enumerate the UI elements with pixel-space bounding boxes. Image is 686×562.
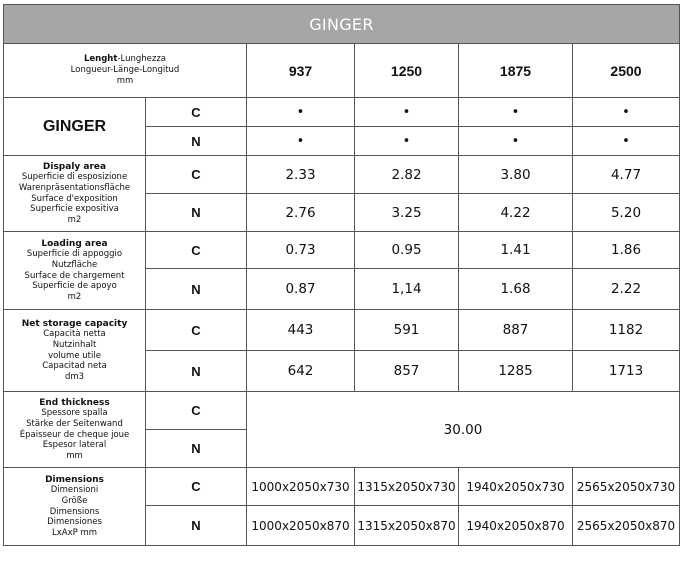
section-head: Dispaly area [42,161,107,172]
type-c-label: C [146,156,247,194]
type-c-label: C [146,310,247,351]
value-cell: 5.20 [573,194,680,232]
length-label-rest: -Lunghezza [117,54,166,64]
value-cell: 4.22 [459,194,573,232]
value-cell: 3.80 [459,156,573,194]
value-cell: 887 [459,310,573,351]
value-cell: 2.22 [573,269,680,310]
spec-sheet [3,4,680,546]
section-line: Surface d'exposition [31,193,118,204]
value-cell: 1.41 [459,232,573,269]
value-cell: 4.77 [573,156,680,194]
dimension-cell: 1940x2050x730 [459,468,573,506]
availability-dot: • [459,98,573,127]
value-cell: 1,14 [355,269,459,310]
section-line: Dimensioni [50,485,99,496]
dimension-cell: 1315x2050x870 [355,506,459,546]
availability-dot: • [355,127,459,156]
table-title: GINGER [4,5,680,44]
section-label-loading-area [4,232,146,310]
value-cell: 1.68 [459,269,573,310]
value-cell: 0.73 [247,232,355,269]
value-cell: 2.76 [247,194,355,232]
availability-dot: • [355,98,459,127]
section-line: Dimensiones [47,517,102,528]
section-line: Größe [61,495,88,506]
value-cell: 591 [355,310,459,351]
type-n-label: N [146,506,247,546]
section-head: Loading area [41,238,108,249]
section-line: Épaisseur de cheque joue [19,429,130,440]
section-line: dm3 [64,371,85,382]
section-line: Warenpräsentationsfläche [18,182,131,193]
type-c-label: C [146,232,247,269]
section-line: Superficie de apoyo [32,281,117,292]
section-head: End thickness [39,397,110,408]
type-c-label: C [146,468,247,506]
model-name: GINGER [4,98,146,156]
section-label-net-storage [4,310,146,392]
spec-table [3,4,680,546]
value-cell: 0.95 [355,232,459,269]
column-header-1875: 1875 [459,44,573,98]
value-cell: 1.86 [573,232,680,269]
section-line: Nutzfläche [51,259,98,270]
availability-dot: • [459,127,573,156]
section-line: Capacità netta [43,329,106,340]
value-cell: 1713 [573,351,680,392]
dimension-cell: 2565x2050x870 [573,506,680,546]
length-label [4,44,247,98]
column-header-1250: 1250 [355,44,459,98]
type-n-label: N [146,430,247,468]
availability-dot: • [247,98,355,127]
length-label-bold: Lenght [83,54,118,64]
value-cell: 857 [355,351,459,392]
column-header-2500: 2500 [573,44,680,98]
availability-dot: • [247,127,355,156]
dimension-cell: 2565x2050x730 [573,468,680,506]
type-n-label: N [146,351,247,392]
value-cell: 3.25 [355,194,459,232]
type-n-label: N [146,194,247,232]
section-line: Spessore spalla [41,408,108,419]
type-c-label: C [146,392,247,430]
dimension-cell: 1000x2050x730 [247,468,355,506]
section-line: volume utile [48,350,101,361]
section-line: Stärke der Seitenwand [26,418,123,429]
length-label-line3: mm [116,76,134,86]
section-label-display-area [4,156,146,232]
section-label-end-thickness [4,392,146,468]
section-line: Superficie di esposizione [21,172,128,183]
dimension-cell: 1000x2050x870 [247,506,355,546]
availability-dot: • [573,98,680,127]
value-cell: 2.82 [355,156,459,194]
column-header-937: 937 [247,44,355,98]
value-cell: 1182 [573,310,680,351]
section-line: Nutzinhalt [52,339,97,350]
section-line: Superficie di appoggio [26,249,123,260]
section-line: LxAxP mm [52,527,97,538]
section-line: Surface de chargement [24,270,125,281]
type-n-label: N [146,269,247,310]
dimension-cell: 1940x2050x870 [459,506,573,546]
availability-dot: • [573,127,680,156]
section-head: Dimensions [45,474,104,485]
value-cell: 642 [247,351,355,392]
length-label-line2: Longueur-Länge-Longitud [70,65,180,75]
section-line: Capacitad neta [42,361,107,372]
value-cell: 2.33 [247,156,355,194]
section-line: Espesor lateral [42,440,107,451]
value-cell: 1285 [459,351,573,392]
value-cell: 0.87 [247,269,355,310]
dimension-cell: 1315x2050x730 [355,468,459,506]
type-c-label: C [146,98,247,127]
end-thickness-value: 30.00 [247,392,680,468]
section-line: Superficie expositiva [30,204,119,215]
value-cell: 443 [247,310,355,351]
section-line: m2 [67,291,82,302]
section-head: Net storage capacity [21,318,128,329]
section-line: m2 [67,214,82,225]
section-line: Dimensions [49,506,100,517]
type-n-label: N [146,127,247,156]
section-label-dimensions [4,468,146,546]
section-line: mm [66,450,83,461]
